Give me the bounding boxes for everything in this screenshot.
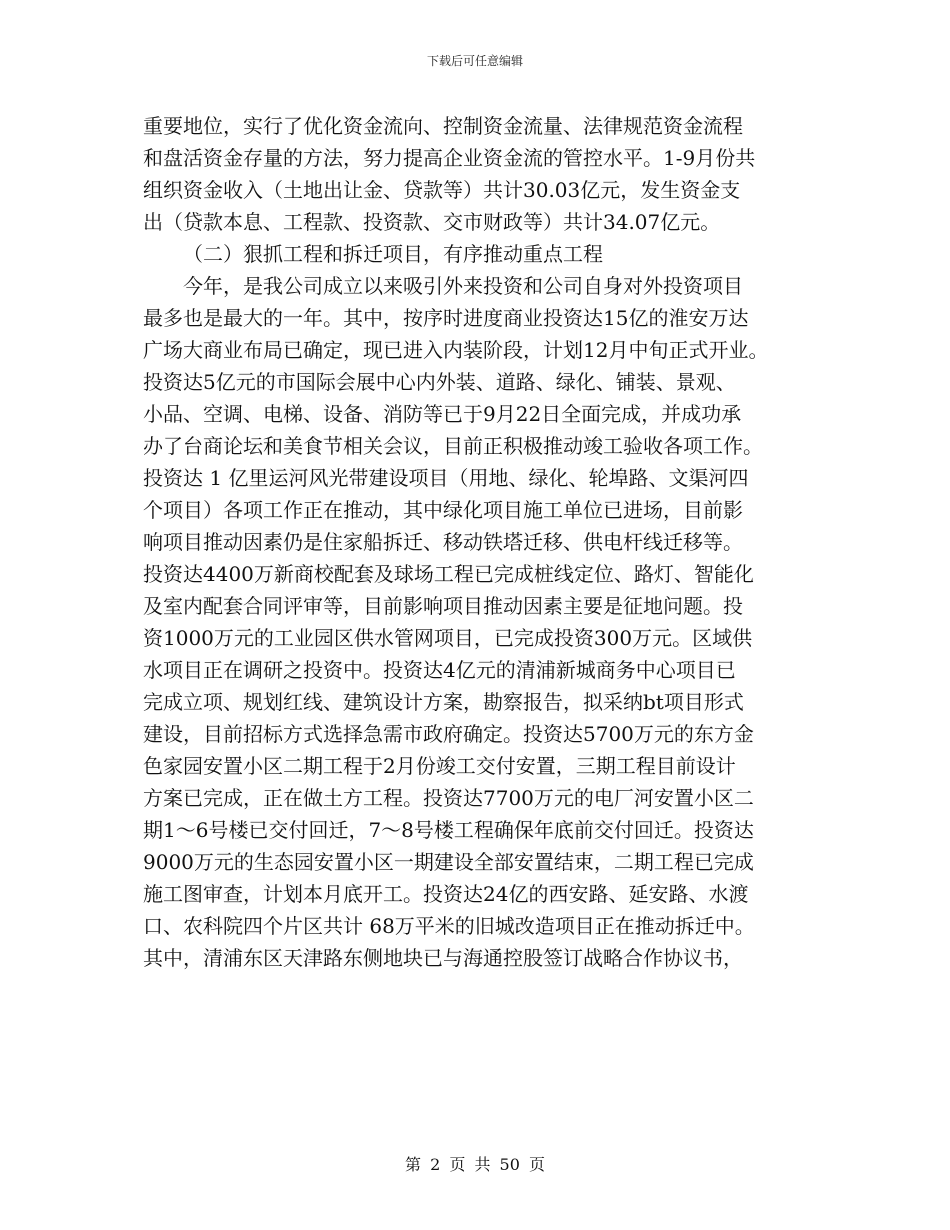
text-line: 和盘活资金存量的方法，努力提高企业资金流的管控水平。1-9月份共: [143, 146, 756, 170]
text-line: 广场大商业布局已确定，现已进入内装阶段，计划12月中旬正式开业。: [143, 338, 769, 362]
text-line: 今年，是我公司成立以来吸引外来投资和公司自身对外投资项目: [183, 274, 743, 298]
text-line: 办了台商论坛和美食节相关会议，目前正积极推动竣工验收各项工作。: [143, 434, 763, 458]
text-line: 方案已完成，正在做土方工程。投资达7700万元的电厂河安置小区二: [143, 786, 754, 810]
text-line: 其中，清浦东区天津路东侧地块已与海通控股签订战略合作协议书，: [143, 946, 743, 970]
text-line: 施工图审查，计划本月底开工。投资达24亿的西安路、延安路、水渡: [143, 882, 749, 906]
page-header: 下载后可任意编辑: [426, 54, 523, 68]
text-line: 投资达 1 亿里运河风光带建设项目（用地、绿化、轮埠路、文渠河四: [143, 466, 749, 490]
text-line: 建设，目前招标方式选择急需市政府确定。投资达5700万元的东方金: [143, 722, 754, 746]
text-line: 最多也是最大的一年。其中，按序时进度商业投资达15亿的淮安万达: [143, 306, 749, 330]
text-line: 完成立项、规划红线、建筑设计方案，勘察报告，拟采纳bt项目形式: [143, 690, 744, 714]
text-line: 投资达4400万新商校配套及球场工程已完成桩线定位、路灯、智能化: [143, 562, 754, 586]
text-line: 组织资金收入（土地出让金、贷款等）共计30.03亿元，发生资金支: [143, 178, 741, 202]
document-body: [143, 110, 813, 974]
text-line: 资1000万元的工业园区供水管网项目，已完成投资300万元。区域供: [143, 626, 753, 650]
page-footer: 第 2 页 共 50 页: [405, 1155, 545, 1174]
text-line: 投资达5亿元的市国际会展中心内外装、道路、绿化、铺装、景观、: [143, 370, 736, 394]
text-line: 响项目推动因素仍是住家船拆迁、移动铁塔迁移、供电杆线迁移等。: [143, 530, 743, 554]
text-line: 小品、空调、电梯、设备、消防等已于9月22日全面完成，并成功承: [143, 402, 742, 426]
text-line: 重要地位，实行了优化资金流向、控制资金流量、法律规范资金流程: [143, 114, 743, 138]
text-line: （二）狠抓工程和拆迁项目，有序推动重点工程: [183, 242, 603, 266]
text-line: 期1～6号楼已交付回迁，7～8号楼工程确保年底前交付回迁。投资达: [143, 818, 754, 842]
text-line: 口、农科院四个片区共计 68万平米的旧城改造项目正在推动拆迁中。: [143, 914, 755, 938]
text-line: 9000万元的生态园安置小区一期建设全部安置结束，二期工程已完成: [143, 850, 754, 874]
text-line: 个项目）各项工作正在推动，其中绿化项目施工单位已进场，目前影: [143, 498, 743, 522]
text-line: 水项目正在调研之投资中。投资达4亿元的清浦新城商务中心项目已: [143, 658, 736, 682]
text-line: 出（贷款本息、工程款、投资款、交市财政等）共计34.07亿元。: [143, 210, 721, 234]
text-line: 色家园安置小区二期工程于2月份竣工交付安置，三期工程目前设计: [143, 754, 736, 778]
text-line: 及室内配套合同评审等，目前影响项目推动因素主要是征地问题。投: [143, 594, 743, 618]
